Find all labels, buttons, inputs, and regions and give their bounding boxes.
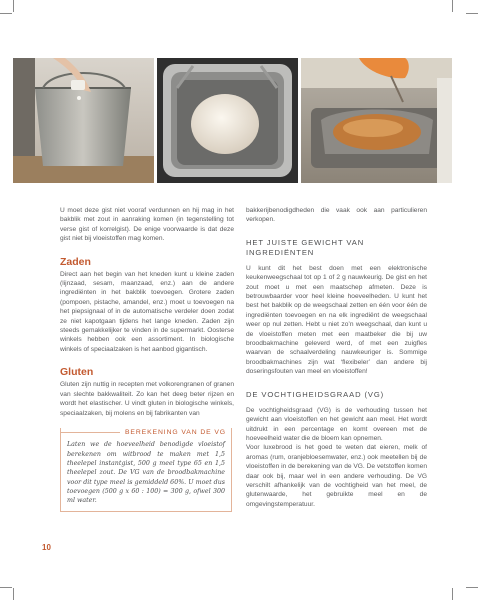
right-intro-paragraph: bakkerijbenodigdheden die vaak ook aan particulieren verkopen.	[246, 207, 427, 224]
photo-adding-salt	[13, 58, 154, 183]
crop-mark	[0, 13, 12, 14]
photo-dough-in-pan	[157, 58, 298, 183]
vg-heading: DE VOCHTIGHEIDSGRAAD (VG)	[246, 389, 385, 399]
calculation-box-title: BEREKENING VAN DE VG	[125, 428, 226, 436]
gewicht-heading: HET JUISTE GEWICHT VAN INGREDIËNTEN	[246, 237, 365, 257]
gewicht-paragraph: U kunt dit het best doen met een elektronische keukenweegschaal tot op 1 of 2 g nauwkeurig. De gist en het zout moet u met een maatschep afmeten. Deze is betrouwbaarder voor heel kleine hoeveelheden. U kunt het best het bakblik op de weegschaal zetten en één voor één de ingrediënten toevoegen en na elk ingrediënt de weegschaal weer op nul zetten. Hebt u niet zo’n weegschaal, dan kunt u de vloeistoffen meten met een maatbeker die bij uw broodbakmachine geleverd werd, of met een zuigfles waarvan de schaalverdeling nauwkeuriger is. Sommige broodbakmachines zijn wat ‘flexibeler’ dan andere bij doseringsfouten van meel en vloeistoffen!	[246, 264, 427, 376]
calculation-box-header	[60, 428, 232, 437]
calculation-box	[60, 428, 232, 512]
page-number: 10	[42, 543, 51, 552]
right-column	[246, 206, 427, 509]
vg-paragraph-2: Voor luxebrood is het goed te weten dat eieren, melk of aromas (rum, oranjebloesemwater, enz.) ook meetellen bij de vloeistoffen in de berekening van de VG. De vetstoffen komen daar ook bij, maar wel in een andere verhouding. De VG verschilt afhankelijk van de vochtigheid van het meel, de glutenwaarde, het gebruikte meel en de omgevingstemperatuur.	[246, 444, 427, 508]
zaden-paragraph: Direct aan het begin van het kneden kunt u kleine zaden (lijnzaad, sesam, maanzaad, enz.) aan de andere ingrediënten in het bakblik toevoegen. Grotere zaden (pompoen, pistache, amandel, enz.) moet u toevoegen na het piepsignaal of in de automatische verdeler doen zodat ze niet kapotgaan tijdens het lange kneden. Zaden zijn steeds gemakkelijker te vinden in de supermarkt. Oosterse winkels hebben ook een assortiment. In biologische winkels of speciaalzaken is het aanbod gigantisch.	[60, 270, 234, 353]
gluten-heading: Gluten	[60, 366, 94, 379]
crop-mark	[452, 0, 453, 12]
left-intro-paragraph: U moet deze gist niet vooraf verdunnen en hij mag in het bakblik met zout in aanraking komen (in tegenstelling tot verse gist of korrelgist). De enige voorwaarde is dat deze gist niet bij vloeistoffen mag komen.	[60, 207, 234, 243]
photo-baked-bread	[301, 58, 452, 183]
calculation-box-text: Laten we de hoeveelheid benodigde vloeistof berekenen om witbrood te maken met 1,5 theelepel instantgist, 500 g meel type 65 en 1,5 theelepel zout. De VG van de broodbakmachine voor dit type meel is gemiddeld 60%. U moet dus toevoegen (500 g x 60 : 100) = 300 g, ofwel 300 ml water.	[67, 441, 225, 505]
vg-paragraph-1: De vochtigheidsgraad (VG) is de verhouding tussen het gewicht aan vloeistoffen en het gewicht aan meel. Het wordt uitdrukt in een percentage en komt overeen met de hoeveelheid water die de bloem kan opnemen.	[246, 406, 427, 442]
gluten-paragraph: Gluten zijn nuttig in recepten met volkorengranen of granen van slechte bakkwaliteit. Zo kan het deeg beter rijzen en wordt het elastischer. U vindt gluten in biologische winkels, speciaalzaken, bij molens en bij fabrikanten van	[60, 381, 234, 417]
crop-mark	[452, 588, 453, 600]
box-rule	[60, 432, 120, 433]
crop-mark	[466, 587, 478, 588]
crop-mark	[13, 0, 14, 12]
crop-mark	[13, 588, 14, 600]
crop-mark	[0, 587, 12, 588]
left-column	[60, 206, 234, 512]
zaden-heading: Zaden	[60, 255, 91, 268]
crop-mark	[466, 13, 478, 14]
box-rule	[231, 432, 232, 433]
